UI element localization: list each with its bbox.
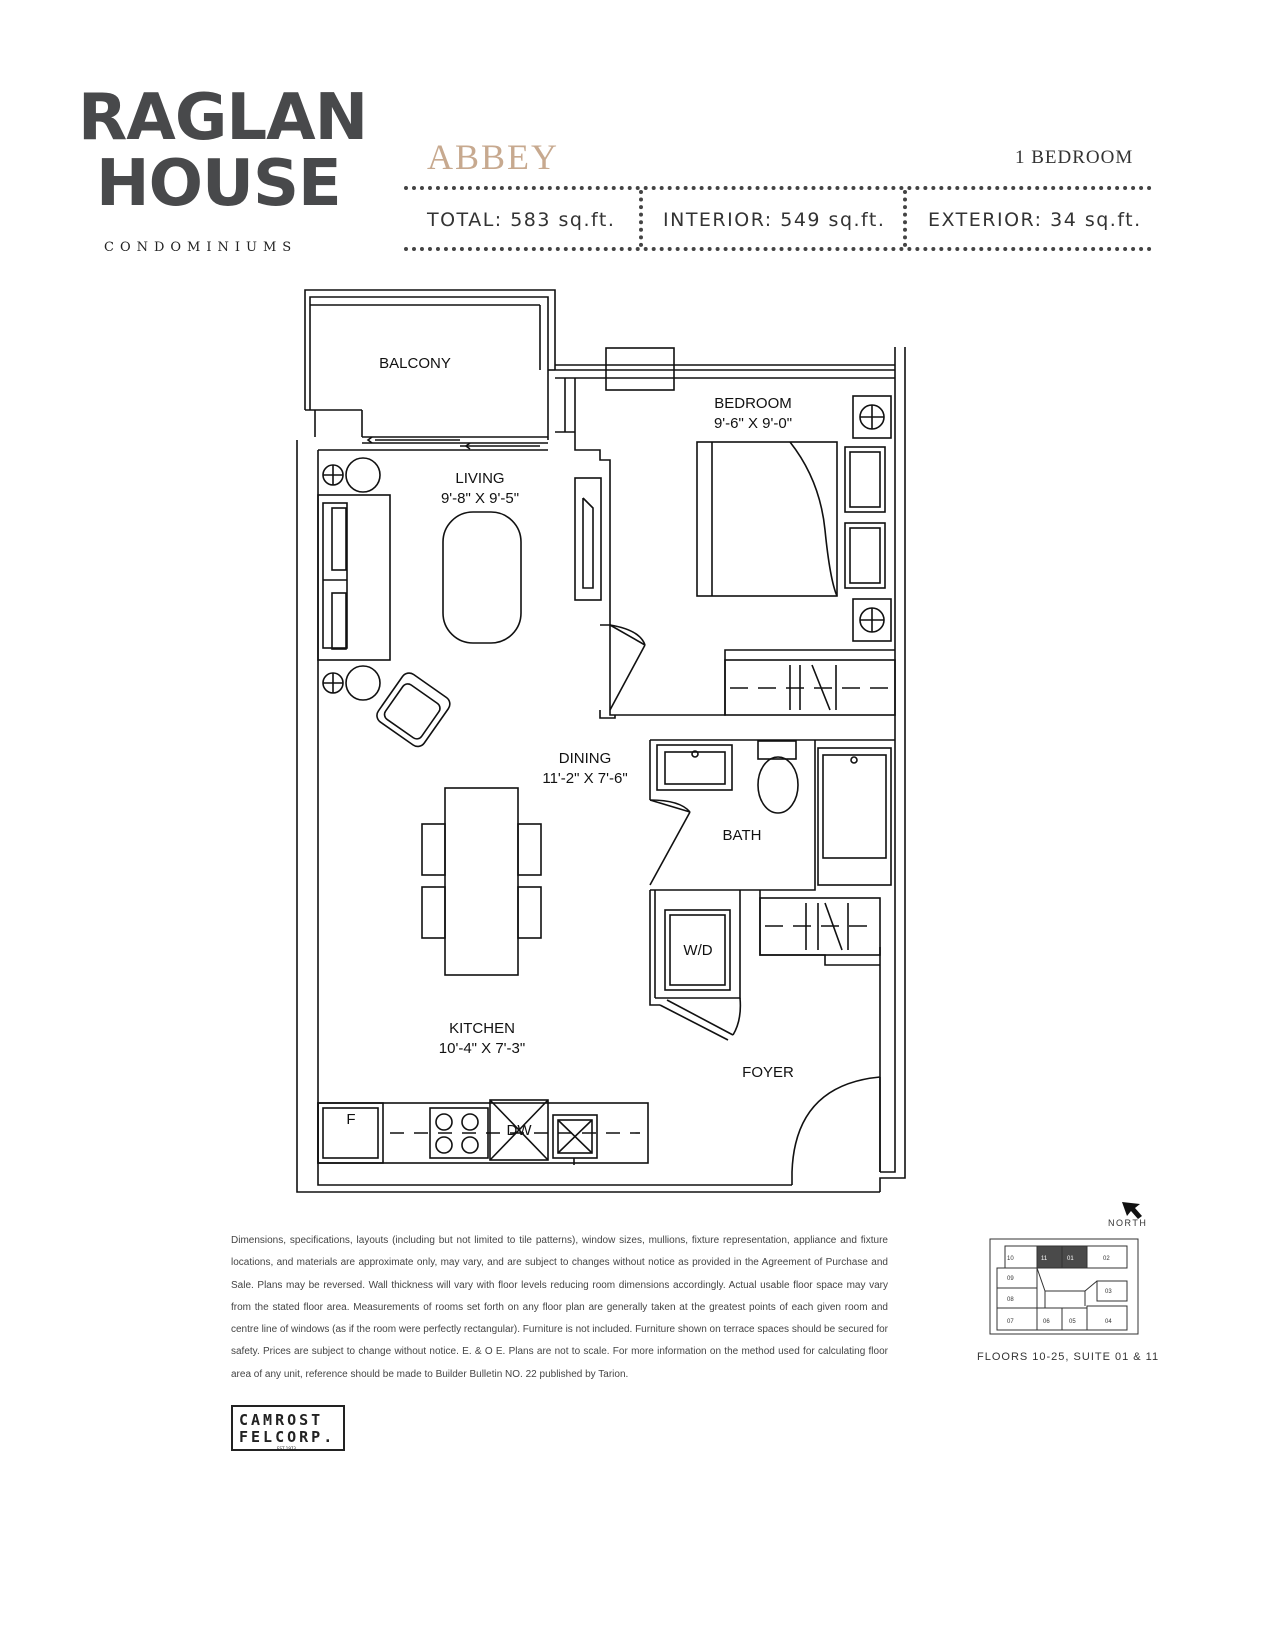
brand-subtitle: CONDOMINIUMS <box>104 240 298 255</box>
coffee-table <box>443 512 521 643</box>
svg-text:08: 08 <box>1007 1297 1014 1303</box>
total-area: TOTAL: 583 sq.ft. <box>427 209 616 231</box>
unit-type: 1 BEDROOM <box>1015 147 1134 168</box>
builder-logo-line2: FELCORP. <box>239 1428 336 1446</box>
svg-text:05: 05 <box>1069 1319 1076 1325</box>
balcony-sliding-door <box>318 437 548 450</box>
svg-text:10: 10 <box>1007 1256 1014 1262</box>
svg-text:04: 04 <box>1105 1319 1112 1325</box>
dishwasher-label: DW <box>506 1122 532 1139</box>
living-dims: 9'-8" X 9'-5" <box>440 490 520 507</box>
svg-text:09: 09 <box>1007 1276 1014 1282</box>
svg-text:02: 02 <box>1103 1256 1110 1262</box>
armchair <box>374 670 453 750</box>
unit-name: ABBEY <box>427 137 560 177</box>
entry-door <box>792 1077 880 1185</box>
north-arrow-icon <box>1118 1198 1148 1220</box>
bed <box>697 442 885 596</box>
bedroom-lamp-bottom <box>853 599 891 641</box>
toilet <box>758 741 798 813</box>
builder-logo-est: EST 1973 <box>277 1446 296 1451</box>
exterior-area: EXTERIOR: 34 sq.ft. <box>928 209 1142 231</box>
svg-text:03: 03 <box>1105 1289 1112 1295</box>
dining-table <box>422 788 541 975</box>
interior-walls <box>575 432 895 1005</box>
dining-label: DINING <box>558 750 612 767</box>
key-plan <box>985 1236 1145 1341</box>
svg-text:01: 01 <box>1067 1256 1074 1262</box>
fridge-label: F <box>346 1111 356 1128</box>
bedroom-dims: 9'-6" X 9'-0" <box>713 415 793 432</box>
bedroom-closet <box>725 660 895 715</box>
balcony-label: BALCONY <box>379 355 451 372</box>
north-label: NORTH <box>1108 1218 1148 1228</box>
kitchen-label: KITCHEN <box>449 1020 515 1037</box>
foyer-label: FOYER <box>742 1064 794 1081</box>
brand-name-line1: RAGLAN <box>78 81 368 155</box>
living-side-table-bottom <box>323 666 380 700</box>
living-label: LIVING <box>455 470 505 487</box>
bath-label: BATH <box>722 827 762 844</box>
dining-dims: 11'-2" X 7'-6" <box>542 770 628 787</box>
wd-label: W/D <box>683 942 713 959</box>
builder-logo <box>231 1405 345 1451</box>
kitchen-dims: 10'-4" X 7'-3" <box>438 1040 526 1057</box>
living-bedroom-door <box>610 625 645 710</box>
svg-text:07: 07 <box>1007 1319 1014 1325</box>
key-plan-caption: FLOORS 10-25, SUITE 01 & 11 <box>977 1351 1160 1363</box>
bedroom-lamp-top <box>853 396 891 438</box>
sofa <box>318 495 390 660</box>
interior-area: INTERIOR: 549 sq.ft. <box>663 209 886 231</box>
svg-text:11: 11 <box>1041 1256 1048 1262</box>
bathtub <box>818 748 891 885</box>
brand-name-line2: HOUSE <box>96 147 341 221</box>
bedroom-label: BEDROOM <box>714 395 792 412</box>
disclaimer-text: Dimensions, specifications, layouts (including but not limited to tile patterns), window sizes, mullions, fixture representation, appliance and fixture locations, and materials are approximate only, may vary, and are subject to changes without notice as provided in the Agreement of Purchase and Sale. Plans may be reversed. Wall thickness will vary with floor levels reducing room dimensions accordingly. Actual usable floor space may vary from the stated floor area. Measurements of rooms set forth on any floor plan are generally taken at the greatest points of each given room and centre line of windows (as if the room were perfectly rectangular). Furniture is not included. Furniture shown on terrace spaces should be secured for safety. Prices are subject to change without notice. E. & O E. Plans are not to scale. For more information on the method used for calculating floor area of any unit, reference should be made to Builder Bulletin NO. 22 published by Tarion. <box>231 1235 888 1380</box>
living-side-table-top <box>323 458 380 492</box>
builder-logo-line1: CAMROST <box>239 1411 324 1429</box>
laundry-door <box>660 998 740 1040</box>
svg-text:06: 06 <box>1043 1319 1050 1325</box>
window-mullion <box>606 348 674 390</box>
